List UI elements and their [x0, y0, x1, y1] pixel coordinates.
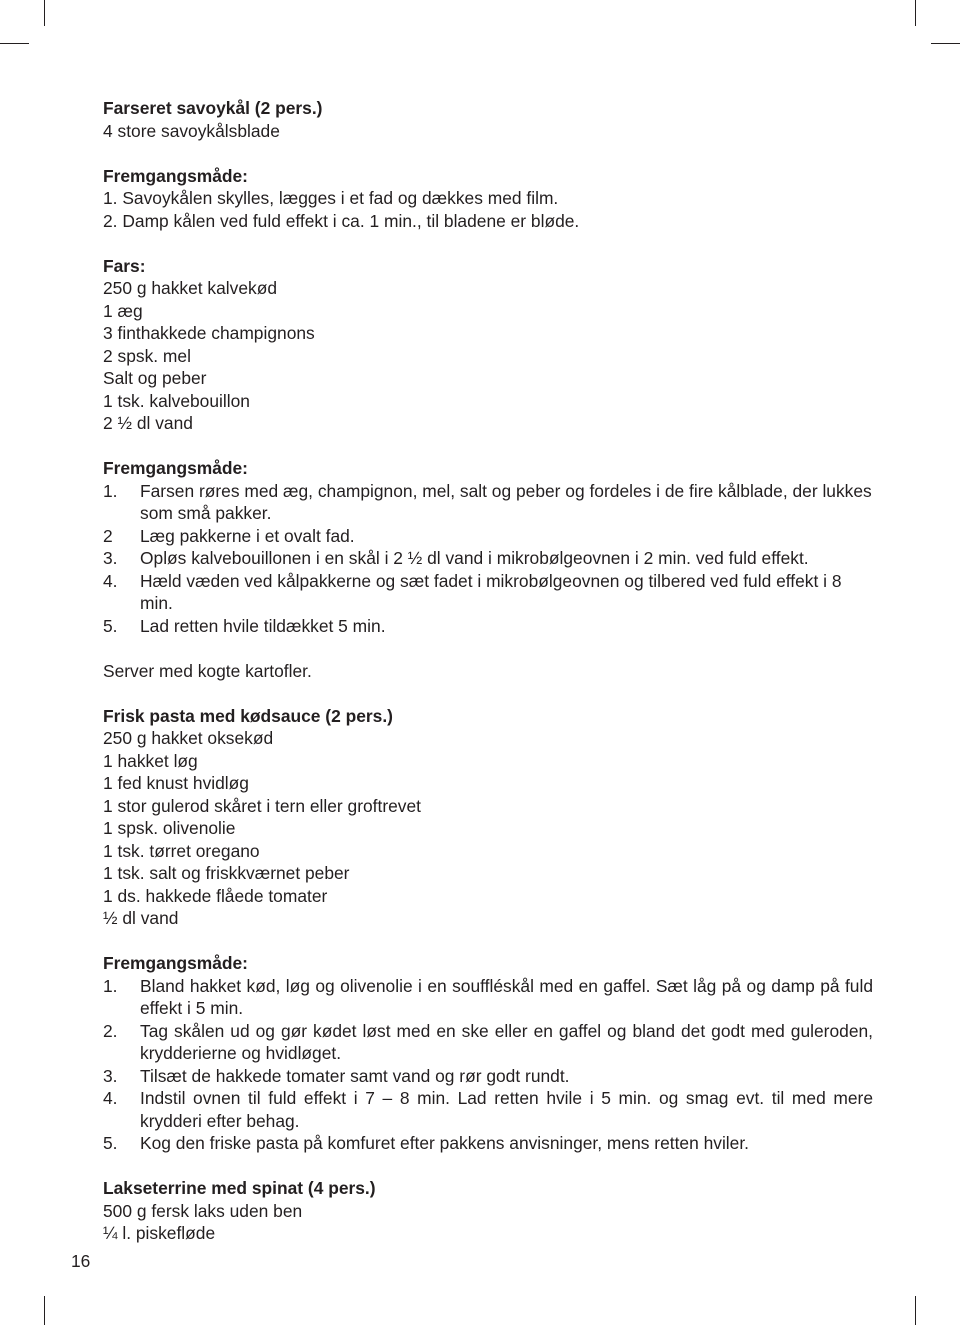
step-text: Bland hakket kød, løg og olivenolie i en souffléskål med en gaffel. Sæt låg på og damp på fuld effekt i 5 min.: [140, 975, 873, 1018]
step-number: 1.: [103, 975, 118, 996]
recipe-title: Frisk pasta med kødsauce (2 pers.): [103, 705, 393, 726]
method-step: [103, 525, 873, 548]
method-line: 1. Savoykålen skylles, lægges i et fad og dækkes med film.: [103, 188, 559, 208]
recipe-document: [103, 97, 873, 1245]
method-step: [103, 1065, 873, 1088]
step-text: Opløs kalvebouillonen i en skål i 2 ½ dl vand i mikrobølgeovnen i 2 min. ved fuld effekt.: [140, 548, 809, 568]
crop-mark-top-left-h: [0, 43, 29, 44]
method-heading: Fremgangsmåde:: [103, 953, 248, 973]
serving-note: Server med kogte kartofler.: [103, 660, 312, 681]
crop-mark-bottom-left-v: [44, 1296, 45, 1325]
ingredient: 1 ds. hakkede flåede tomater: [103, 885, 328, 906]
method-step: [103, 1020, 873, 1065]
step-number: 5.: [103, 615, 118, 636]
method-heading: Fremgangsmåde:: [103, 165, 248, 186]
ingredient: 250 g hakket kalvekød: [103, 278, 278, 298]
step-text: Indstil ovnen til fuld effekt i 7 – 8 min. Lad retten hvile i 5 min. og smag evt. til med mere krydderi efter behag.: [140, 1088, 873, 1131]
ingredient: 500 g fersk laks uden ben: [103, 1200, 303, 1221]
step-number: 2: [103, 525, 113, 546]
ingredient: 1 fed knust hvidløg: [103, 773, 249, 793]
step-number: 2.: [103, 1020, 118, 1041]
crop-mark-top-left-v: [44, 0, 45, 26]
crop-mark-top-right-v: [915, 0, 916, 26]
step-number: 4.: [103, 1088, 118, 1108]
step-text: Lad retten hvile tildækket 5 min.: [140, 615, 386, 636]
ingredient: 2 spsk. mel: [103, 345, 191, 366]
step-text: Kog den friske pasta på komfuret efter pakkens anvisninger, mens retten hviler.: [140, 1133, 750, 1153]
ingredient: 1 tsk. tørret oregano: [103, 840, 260, 861]
crop-mark-top-right-h: [931, 43, 960, 44]
ingredient: 4 store savoykålsblade: [103, 120, 280, 141]
method-step: [103, 615, 873, 638]
method-step: [103, 547, 873, 570]
method-heading: Fremgangsmåde:: [103, 458, 248, 478]
ingredient: ½ dl vand: [103, 908, 179, 928]
method-step: [103, 1087, 873, 1132]
step-text: Hæld væden ved kålpakkerne og sæt fadet i mikrobølgeovnen og tilbered ved fuld effekt i 8 min.: [140, 570, 842, 613]
method-step: [103, 1132, 873, 1155]
step-number: 3.: [103, 1065, 118, 1086]
ingredient: 1 hakket løg: [103, 750, 198, 771]
method-line: 2. Damp kålen ved fuld effekt i ca. 1 min., til bladene er bløde.: [103, 210, 580, 231]
method-step: [103, 975, 873, 1020]
page-number: 16: [71, 1251, 91, 1271]
step-number: 1.: [103, 480, 118, 501]
ingredient: 1 spsk. olivenolie: [103, 818, 236, 838]
step-number: 4.: [103, 570, 118, 591]
ingredient: 1 stor gulerod skåret i tern eller groftrevet: [103, 795, 422, 816]
step-text: Farsen røres med æg, champignon, mel, salt og peber og fordeles i de fire kålblade, der lukkes som små pakker.: [140, 480, 872, 523]
step-number: 5.: [103, 1133, 118, 1153]
step-text: Læg pakkerne i et ovalt fad.: [140, 525, 355, 546]
ingredient: Salt og peber: [103, 368, 207, 388]
method-step: [103, 570, 873, 615]
method-step: [103, 480, 873, 525]
ingredient: ¼ l. piskefløde: [103, 1223, 216, 1243]
crop-mark-bottom-right-v: [915, 1296, 916, 1325]
ingredient: 1 æg: [103, 300, 143, 321]
ingredient: 1 tsk. kalvebouillon: [103, 390, 250, 411]
filling-heading: Fars:: [103, 255, 146, 276]
ingredient: 250 g hakket oksekød: [103, 728, 274, 748]
step-text: Tilsæt de hakkede tomater samt vand og rør godt rundt.: [140, 1065, 570, 1086]
ingredient: 2 ½ dl vand: [103, 413, 193, 433]
step-text: Tag skålen ud og gør kødet løst med en ske eller en gaffel og bland det godt med guleroden, krydderierne og hvidløget.: [140, 1020, 873, 1063]
ingredient: 1 tsk. salt og friskkværnet peber: [103, 863, 350, 883]
recipe-title: Farseret savoykål (2 pers.): [103, 98, 323, 118]
step-number: 3.: [103, 548, 118, 568]
recipe-title: Lakseterrine med spinat (4 pers.): [103, 1178, 376, 1198]
ingredient: 3 finthakkede champignons: [103, 323, 315, 343]
